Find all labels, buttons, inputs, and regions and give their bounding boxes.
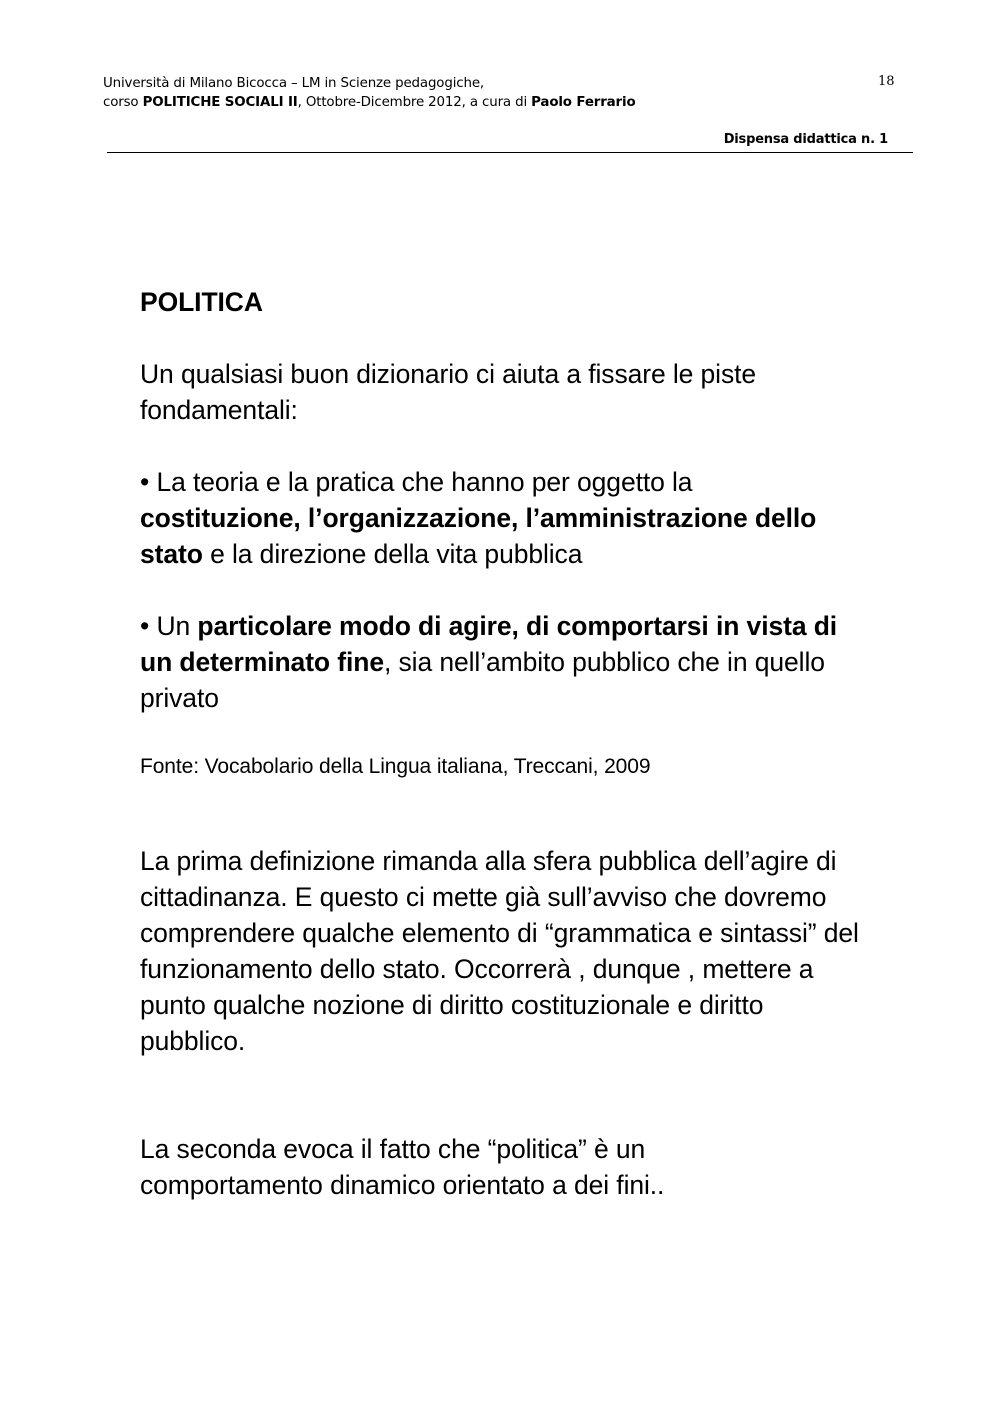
source-citation: Fonte: Vocabolario della Lingua italiana, Treccani, 2009 [140,755,651,778]
header-line-1: Università di Milano Bicocca – LM in Scienze pedagogiche, [103,76,485,91]
explanation-paragraph-1: La prima definizione rimanda alla sfera pubblica dell’agire di cittadinanza. E questo ci mette già sull’avviso che dovremo comprendere qualche elemento di “grammatica e sintassi” del funzionamento dello stato. Occorrerà , dunque , mettere a punto qualche nozione di diritto costituzionale e diritto pubblico. [140,846,859,1056]
author-name: Paolo Ferrario [531,95,636,110]
header-divider [107,152,913,153]
page-number: 18 [878,74,895,89]
definition-bullet-1 [140,464,860,572]
header-course-dates: , Ottobre-Dicembre 2012, a cura di [297,95,532,110]
bullet-1-text-pre: • La teoria e la pratica che hanno per oggetto la [140,467,693,497]
bullet-1-text-post: e la direzione della vita pubblica [202,539,583,569]
page-title: POLITICA [140,287,263,317]
course-name: POLITICHE SOCIALI II [142,95,298,110]
header-course-prefix: corso [103,95,143,110]
document-subtitle: Dispensa didattica n. 1 [723,132,888,147]
bullet-2-text-bold: particolare modo di agire, di comportarsi in vista di un determinato fine [140,611,838,677]
running-header [103,74,636,112]
bullet-2-text-pre: • Un [140,611,198,641]
intro-paragraph: Un qualsiasi buon dizionario ci aiuta a fissare le piste fondamentali: [140,359,757,425]
header-line-2 [103,93,636,112]
definition-bullet-2 [140,608,870,716]
bullet-1-text-bold: costituzione, l’organizzazione, l’amministrazione dello stato [140,503,817,569]
bullet-2-text-post: , sia nell’ambito pubblico che in quello privato [140,647,825,713]
explanation-paragraph-2: La seconda evoca il fatto che “politica” è un comportamento dinamico orientato a dei fini.. [140,1134,665,1200]
